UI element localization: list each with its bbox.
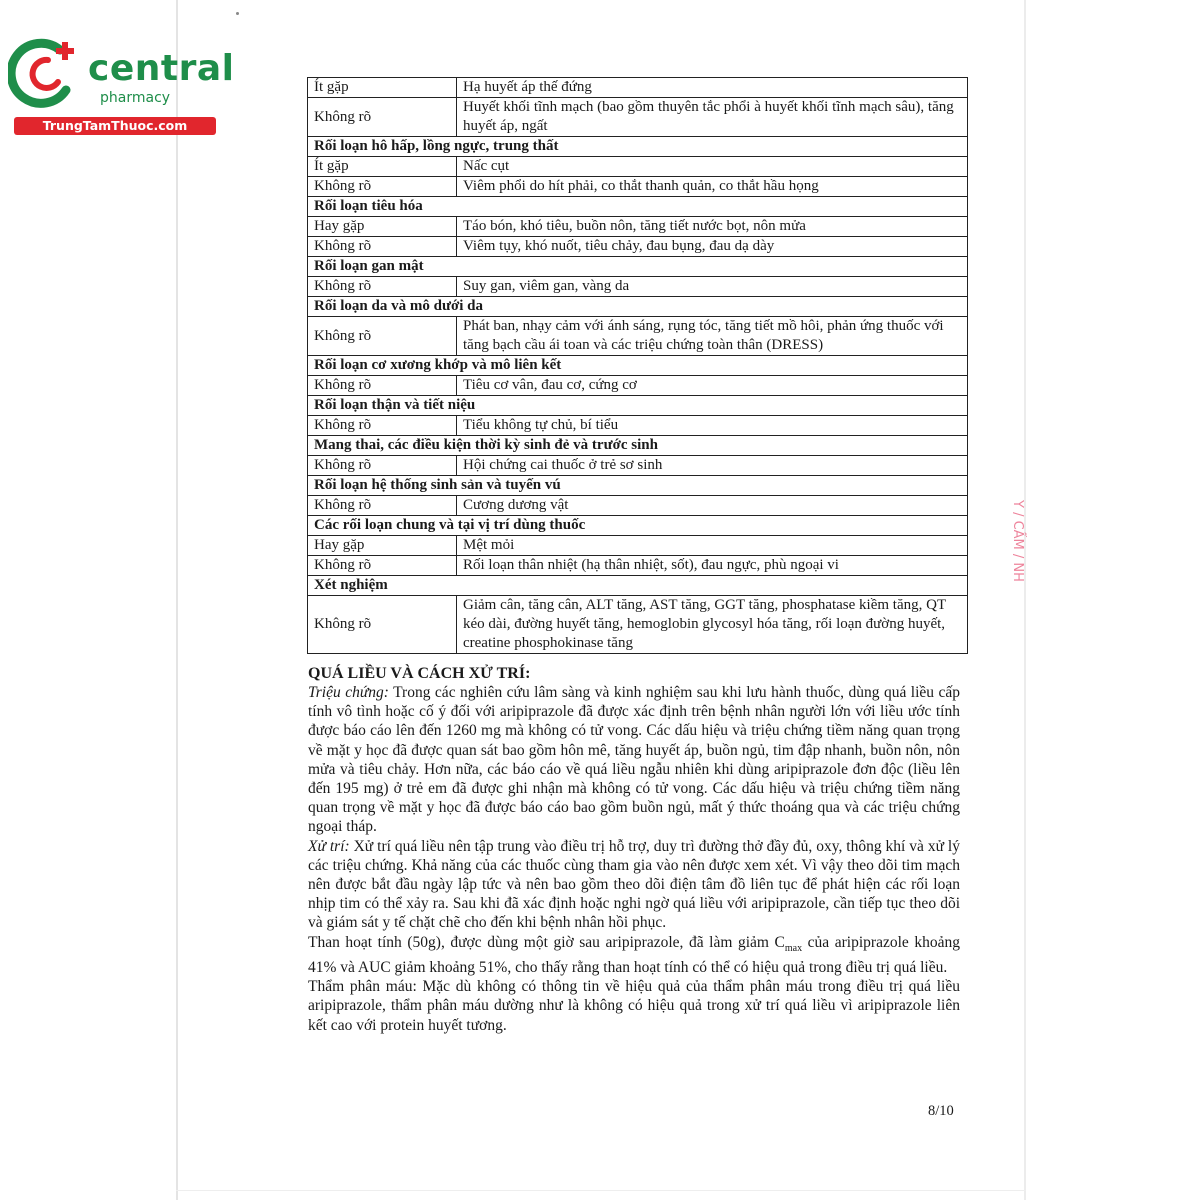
logo-subtitle: pharmacy — [100, 90, 171, 106]
table-section-row — [308, 476, 968, 496]
frequency-cell: Không rõ — [308, 376, 457, 396]
table-row — [308, 177, 968, 197]
charcoal-text-a: Than hoạt tính (50g), được dùng một giờ sau aripiprazole, đã làm giảm C — [308, 933, 785, 951]
table-row — [308, 98, 968, 137]
table-section-row — [308, 436, 968, 456]
effect-cell: Viêm phổi do hít phải, co thắt thanh quản, co thắt hầu họng — [457, 177, 968, 197]
table-row — [308, 78, 968, 98]
logo-name: central — [88, 48, 235, 89]
frequency-cell: Không rõ — [308, 277, 457, 297]
effect-cell: Rối loạn thân nhiệt (hạ thân nhiệt, sốt), đau ngực, phù ngoại vi — [457, 556, 968, 576]
effect-cell: Hạ huyết áp thế đứng — [457, 78, 968, 98]
adverse-effects-table — [307, 77, 968, 654]
effect-cell: Tiểu không tự chủ, bí tiểu — [457, 416, 968, 436]
effect-cell: Táo bón, khó tiêu, buồn nôn, tăng tiết nước bọt, nôn mửa — [457, 217, 968, 237]
table-row — [308, 277, 968, 297]
table-row — [308, 536, 968, 556]
frequency-cell: Ít gặp — [308, 157, 457, 177]
table-section-row — [308, 576, 968, 596]
table-row — [308, 217, 968, 237]
frequency-cell: Không rõ — [308, 416, 457, 436]
table-row — [308, 456, 968, 476]
central-pharmacy-logo — [8, 36, 235, 136]
effect-cell: Mệt mỏi — [457, 536, 968, 556]
charcoal-paragraph — [308, 933, 960, 978]
page-number: 8/10 — [928, 1103, 954, 1119]
table-row — [308, 376, 968, 396]
logo-c-cross-icon — [8, 36, 88, 116]
symptoms-paragraph — [308, 683, 960, 837]
table-section-row — [308, 356, 968, 376]
logo-url: TrungTamThuoc.com — [14, 117, 216, 135]
effect-cell: Cương dương vật — [457, 496, 968, 516]
overdose-section — [308, 664, 960, 1035]
cmax-subscript: max — [784, 942, 803, 954]
table-row — [308, 416, 968, 436]
section-title: Xét nghiệm — [308, 576, 968, 596]
charcoal-text-b: của aripiprazole khoảng 41% và AUC giảm khoảng 51%, cho thấy rằng than hoạt tính có thể có hiệu quả trong điều trị quá liều. — [308, 933, 960, 976]
section-title: Rối loạn tiêu hóa — [308, 197, 968, 217]
frequency-cell: Ít gặp — [308, 78, 457, 98]
treatment-label: Xử trí: — [308, 837, 350, 855]
section-title: Rối loạn hô hấp, lồng ngực, trung thất — [308, 137, 968, 157]
effect-cell: Nấc cụt — [457, 157, 968, 177]
symptoms-label: Triệu chứng: — [308, 684, 389, 701]
effect-cell: Huyết khối tĩnh mạch (bao gồm thuyên tắc phổi à huyết khối tĩnh mạch sâu), tăng huyết áp, ngất — [457, 98, 968, 137]
section-title: Rối loạn cơ xương khớp và mô liên kết — [308, 356, 968, 376]
frequency-cell: Không rõ — [308, 556, 457, 576]
effect-cell: Tiêu cơ vân, đau cơ, cứng cơ — [457, 376, 968, 396]
table-section-row — [308, 297, 968, 317]
effect-cell: Viêm tụy, khó nuốt, tiêu chảy, đau bụng, đau dạ dày — [457, 237, 968, 257]
frequency-cell: Không rõ — [308, 98, 457, 137]
table-row — [308, 157, 968, 177]
approval-stamp-marks: Y / CẤM / NH — [1010, 500, 1025, 582]
scan-speck — [236, 12, 239, 15]
treatment-text: Xử trí quá liều nên tập trung vào điều trị hỗ trợ, duy trì đường thở đầy đủ, oxy, thông khí và xử lý các triệu chứng. Khả năng của các thuốc cùng tham gia vào nên được xem xét. Vì vậy theo dõi tim mạch nên được bắt đầu ngày lập tức và nên bao gồm theo dõi điện tâm đồ liên tục để phát hiện các rối loạn nhịp tim có thể xảy ra. Sau khi đã xác định hoặc nghi ngờ quá liều với aripiprazole, cần tiếp tục theo dõi và giám sát y tế chặt chẽ cho đến khi bệnh nhân hồi phục. — [308, 837, 960, 932]
frequency-cell: Hay gặp — [308, 536, 457, 556]
symptoms-text: Trong các nghiên cứu lâm sàng và kinh nghiệm sau khi lưu hành thuốc, dùng quá liều cấp tính vô tình hoặc cố ý đối với aripiprazole đã được xác định trên bệnh nhân người lớn với liều ước tính được báo cáo lên đến 1260 mg mà không có tử vong. Các dấu hiệu và triệu chứng tiềm năng quan trọng về mặt y học đã được quan sát bao gồm hôn mê, tăng huyết áp, buồn ngủ, tim đập nhanh, buồn nôn, nôn mửa và tiêu chảy. Hơn nữa, các báo cáo về quá liều ngẫu nhiên khi dùng aripiprazole đơn độc (liều lên đến 195 mg) ở trẻ em đã được ghi nhận mà không có tử vong. Các dấu hiệu và triệu chứng tiềm năng quan trọng về mặt y học đã được báo cáo bao gồm buồn ngủ, mất ý thức thoáng qua và các triệu chứng ngoại tháp. — [308, 684, 960, 836]
frequency-cell: Không rõ — [308, 596, 457, 654]
table-section-row — [308, 396, 968, 416]
effect-cell: Suy gan, viêm gan, vàng da — [457, 277, 968, 297]
section-heading: QUÁ LIỀU VÀ CÁCH XỬ TRÍ: — [308, 665, 531, 682]
frequency-cell: Không rõ — [308, 237, 457, 257]
table-row — [308, 596, 968, 654]
table-row — [308, 237, 968, 257]
table-section-row — [308, 137, 968, 157]
section-title: Các rối loạn chung và tại vị trí dùng thuốc — [308, 516, 968, 536]
page-edge-bottom — [176, 1190, 1026, 1191]
table-row — [308, 556, 968, 576]
table-section-row — [308, 516, 968, 536]
effect-cell: Phát ban, nhạy cảm với ánh sáng, rụng tóc, tăng tiết mồ hôi, phản ứng thuốc với tăng bạch cầu ái toan và các triệu chứng toàn thân (DRESS) — [457, 317, 968, 356]
table-row — [308, 496, 968, 516]
treatment-paragraph — [308, 837, 960, 933]
effect-cell: Hội chứng cai thuốc ở trẻ sơ sinh — [457, 456, 968, 476]
effect-cell: Giảm cân, tăng cân, ALT tăng, AST tăng, GGT tăng, phosphatase kiềm tăng, QT kéo dài, đường huyết tăng, hemoglobin glycosyl hóa tăng, rối loạn đường huyết, creatine phosphokinase tăng — [457, 596, 968, 654]
dialysis-paragraph: Thẩm phân máu: Mặc dù không có thông tin về hiệu quả của thẩm phân máu trong điều trị quá liều aripiprazole, thẩm phân máu dường như là không có hiệu quả trong xử trí quá liều vì aripiprazole liên kết cao với protein huyết tương. — [308, 978, 960, 1034]
table-row — [308, 317, 968, 356]
section-title: Rối loạn da và mô dưới da — [308, 297, 968, 317]
table-section-row — [308, 257, 968, 277]
frequency-cell: Hay gặp — [308, 217, 457, 237]
section-title: Mang thai, các điều kiện thời kỳ sinh đẻ và trước sinh — [308, 436, 968, 456]
table-section-row — [308, 197, 968, 217]
section-title: Rối loạn thận và tiết niệu — [308, 396, 968, 416]
section-title: Rối loạn hệ thống sinh sản và tuyến vú — [308, 476, 968, 496]
section-title: Rối loạn gan mật — [308, 257, 968, 277]
page-edge-left — [176, 0, 178, 1200]
frequency-cell: Không rõ — [308, 496, 457, 516]
frequency-cell: Không rõ — [308, 177, 457, 197]
frequency-cell: Không rõ — [308, 317, 457, 356]
frequency-cell: Không rõ — [308, 456, 457, 476]
